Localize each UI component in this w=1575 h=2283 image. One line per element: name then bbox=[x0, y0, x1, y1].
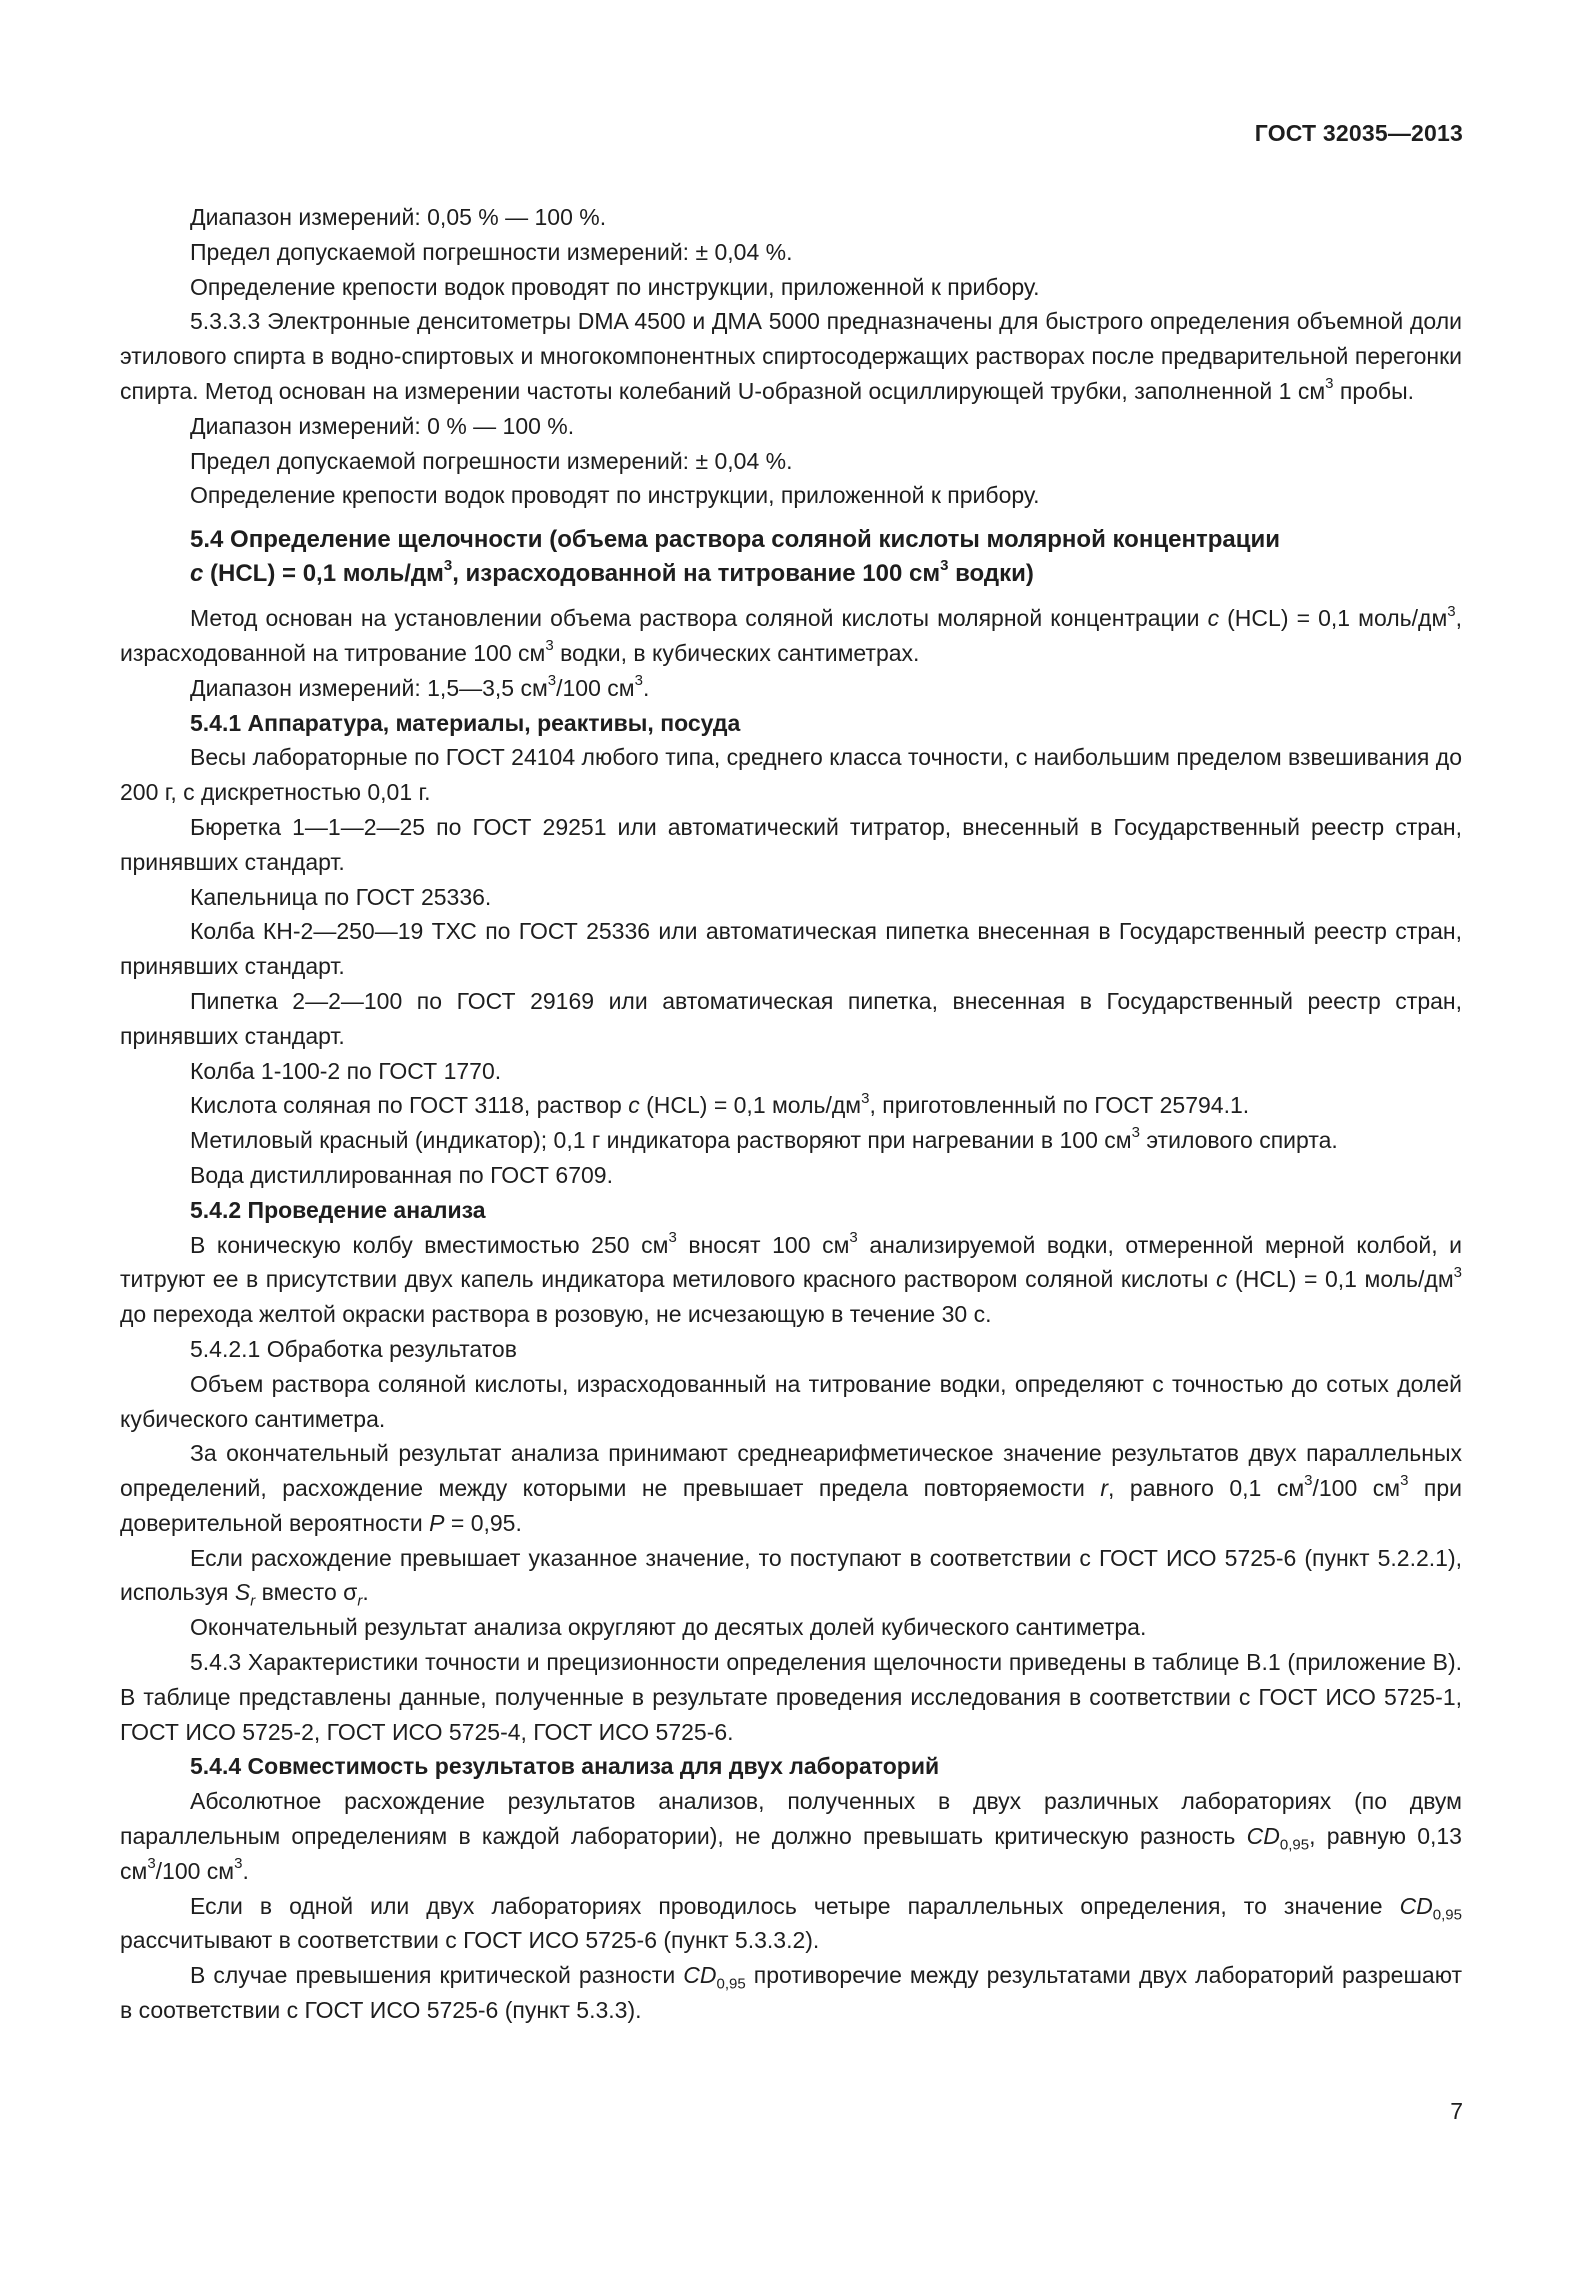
page-number: 7 bbox=[1450, 2098, 1463, 2124]
paragraph: Весы лабораторные по ГОСТ 24104 любого типа, среднего класса точности, с наибольшим пределом взвешивания до 200 г, с дискретностью 0,01 г. bbox=[120, 744, 1462, 806]
paragraph: Диапазон измерений: 0,05 % — 100 %. bbox=[190, 204, 607, 230]
paragraph: Диапазон измерений: 0 % — 100 %. bbox=[190, 412, 575, 439]
paragraph: Колба КН-2—250—19 ТХС по ГОСТ 25336 или автоматическая пипетка внесенная в Государственный реестр стран, принявших стандарт. bbox=[120, 918, 1462, 980]
paragraph: За окончательный результат анализа принимают среднеарифметическое значение результатов двух параллельных определений, расхождение между которыми не превышает предела повторяемости r, равного 0,1 $см^3/100$ $см^3$ при доверительной вероятности P = 0,95. bbox=[120, 1440, 1463, 1536]
paragraph: В коническую колбу вместимостью 250 $см^3$ вносят 100 $см^3$ анализируемой водки, отмеренной мерной колбой, и титруют ее в присутствии двух капель индикатора метилового красного раствором соляной кислоты c (HCL) = 0,1 моль/$дм^3$ до перехода желтой окраски раствора в розовую, не исчезающую в течение 30 с. bbox=[120, 1228, 1463, 1328]
document-header: ГОСТ 32035—2013 bbox=[1254, 120, 1463, 146]
paragraph: Если расхождение превышает указанное значение, то поступают в соответствии с ГОСТ ИСО 5725-6 (пункт 5.2.2.1), используя $S_r$ вместо $\sigma_r$. bbox=[120, 1544, 1462, 1611]
paragraph: Пипетка 2—2—100 по ГОСТ 29169 или автоматическая пипетка, внесенная в Государственный реестр стран, принявших стандарт. bbox=[120, 987, 1462, 1049]
subsection-heading-5-4-1: 5.4.1 Аппаратура, материалы, реактивы, посуда bbox=[190, 709, 741, 736]
paragraph: Метиловый красный (индикатор); 0,1 г индикатора растворяют при нагревании в 100 $см^3$ этилового спирта. bbox=[190, 1124, 1338, 1154]
paragraph: Определение крепости водок проводят по инструкции, приложенной к прибору. bbox=[190, 482, 1040, 509]
paragraph: Предел допускаемой погрешности измерений: ± 0,04 %. bbox=[190, 238, 793, 265]
paragraph: Абсолютное расхождение результатов анализов, полученных в двух различных лабораториях (по двум параллельным определениям в каждой лаборатории), не должно превышать критическую разность $CD_{0,95}$, равную 0,13 $см^3/100$ $см^3$. bbox=[120, 1788, 1462, 1884]
paragraph: Бюретка 1—1—2—25 по ГОСТ 29251 или автоматический титратор, внесенный в Государственный реестр стран, принявших стандарт. bbox=[120, 813, 1462, 875]
paragraph-range: Диапазон измерений: 1,5—3,5 $см^3/100$ $см^3$. bbox=[190, 672, 650, 701]
section-heading-5-4: 5.4 Определение щелочности (объема раствора соляной кислоты молярной концентрации c (HCL) = 0,1 моль/$дм^3$, израсходованной на титрование 100 $см^3$ водки) bbox=[190, 526, 1280, 588]
paragraph: В случае превышения критической разности $CD_{0,95}$ противоречие между результатами двух лабораторий разрешают в соответствии с ГОСТ ИСО 5725-6 (пункт 5.3.3). bbox=[120, 1962, 1462, 2024]
paragraph: Вода дистиллированная по ГОСТ 6709. bbox=[190, 1161, 613, 1188]
subsection-heading-5-4-2: 5.4.2 Проведение анализа bbox=[190, 1196, 486, 1223]
paragraph: Колба 1-100-2 по ГОСТ 1770. bbox=[190, 1057, 502, 1084]
paragraph: Определение крепости водок проводят по инструкции, приложенной к прибору. bbox=[190, 273, 1040, 300]
paragraph: Кислота соляная по ГОСТ 3118, раствор c (HCL) = 0,1 моль/$дм^3$, приготовленный по ГОСТ 25794.1. bbox=[190, 1089, 1250, 1119]
paragraph: Если в одной или двух лабораториях проводилось четыре параллельных определения, то значение $CD_{0,95}$ рассчитывают в соответствии с ГОСТ ИСО 5725-6 (пункт 5.3.3.2). bbox=[120, 1892, 1462, 1954]
paragraph: 5.4.3 Характеристики точности и прецизионности определения щелочности приведены в таблице В.1 (приложение В). В таблице представлены данные, полученные в результате проведения исследования в соответствии с ГОСТ ИСО 5725-1, ГОСТ ИСО 5725-2, ГОСТ ИСО 5725-4, ГОСТ ИСО 5725-6. bbox=[120, 1649, 1462, 1745]
paragraph: 5.4.2.1 Обработка результатов bbox=[190, 1335, 517, 1362]
paragraph: Объем раствора соляной кислоты, израсходованный на титрование водки, определяют с точностью до сотых долей кубического сантиметра. bbox=[120, 1370, 1462, 1432]
paragraph: Окончательный результат анализа округляют до десятых долей кубического сантиметра. bbox=[190, 1614, 1147, 1641]
paragraph-5-3-3-3: 5.3.3.3 Электронные денситометры DMA 4500 и ДМА 5000 предназначены для быстрого определения объемной доли этилового спирта в водно-спиртовых и многокомпонентных спиртосодержащих растворах после предварительной перегонки спирта. Метод основан на измерении частоты колебаний U-образной осциллирующей трубки, заполненной 1 $см^3$ пробы. bbox=[120, 308, 1462, 404]
document-body bbox=[120, 200, 1462, 2028]
subsection-heading-5-4-4: 5.4.4 Совместимость результатов анализа для двух лабораторий bbox=[190, 1753, 940, 1780]
paragraph: Капельница по ГОСТ 25336. bbox=[190, 883, 492, 910]
paragraph: Предел допускаемой погрешности измерений: ± 0,04 %. bbox=[190, 447, 793, 474]
paragraph-method: Метод основан на установлении объема раствора соляной кислоты молярной концентрации c (HCL) = 0,1 моль/$дм^3$, израсходованной на титрование 100 $см^3$ водки, в кубических сантиметрах. bbox=[120, 602, 1462, 666]
